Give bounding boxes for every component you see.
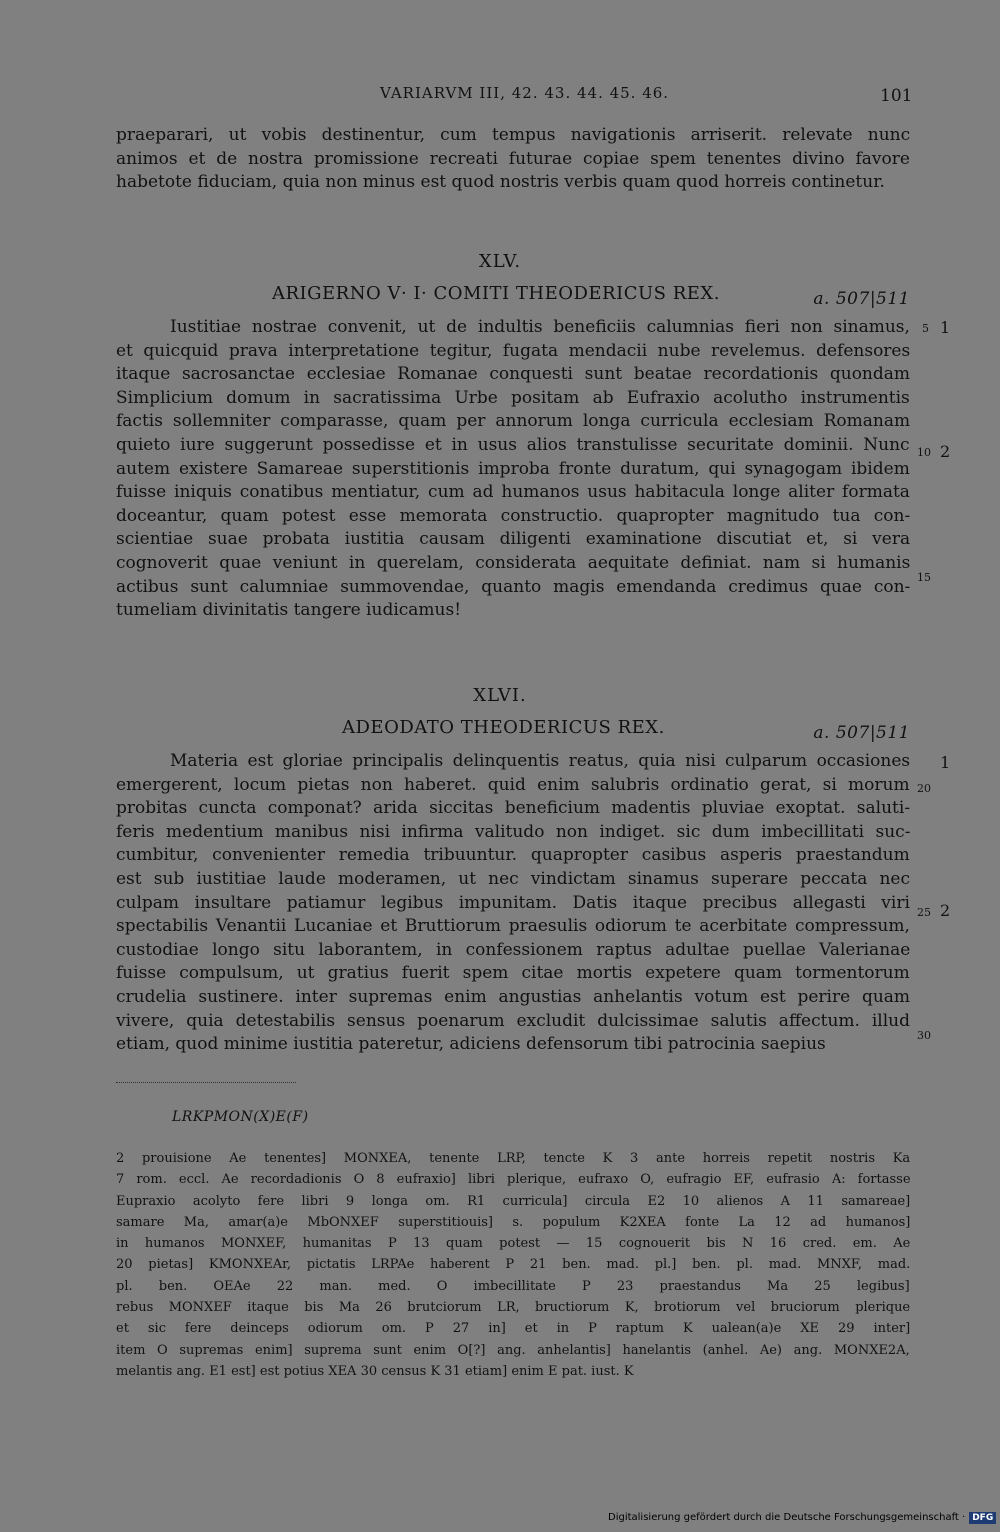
text-line: habetote fiduciam, quia non minus est quod nostris verbis quam quod horreis continetur. bbox=[116, 172, 885, 193]
text-line: probitas cuncta componat? arida siccitas beneficium madentis pluviae exoptat. saluti- bbox=[116, 798, 911, 819]
line-number-20: 20 bbox=[917, 782, 931, 795]
apparatus-line: samare Ma, amar(a)e MbONXEF superstitiouis] s. populum K2XEA fonte La 12 ad humanos] bbox=[116, 1214, 911, 1230]
apparatus-line: pl. ben. OEAe 22 man. med. O imbecillitate P 23 praestandus Ma 25 legibus] bbox=[116, 1278, 910, 1294]
running-head bbox=[0, 84, 1000, 108]
section-number-1: 1 bbox=[940, 318, 951, 337]
text-line: etiam, quod minime iustitia pateretur, adiciens defensorum tibi patrocinia saepius bbox=[116, 1034, 826, 1055]
apparatus-line: melantis ang. E1 est] est potius XEA 30 census K 31 etiam] enim E pat. iust. K bbox=[116, 1363, 634, 1379]
text-line: vivere, quia detestabilis sensus poenarum excludit dulcissimae salutis affectum. illud bbox=[116, 1010, 911, 1031]
text-line: factis sollemniter comparasse, quam per annorum longa curricula ecclesiam Romanam bbox=[116, 411, 911, 432]
line-number-30: 30 bbox=[917, 1029, 931, 1042]
section-number-2: 2 bbox=[940, 901, 951, 920]
letter-45-addressee: ARIGERNO V· I· COMITI THEODERICUS REX. bbox=[272, 283, 720, 304]
digitization-footer bbox=[608, 1512, 996, 1524]
text-line: fuisse compulsum, ut gratius fuerit spem citae mortis expetere quam tormentorum bbox=[116, 963, 910, 984]
apparatus-line: Eupraxio acolyto fere libri 9 longa om. R1 curricula] circula E2 10 alienos A 11 samareae] bbox=[116, 1193, 911, 1209]
text-line: praeparari, ut vobis destinentur, cum tempus navigationis arriserit. relevate nunc bbox=[116, 125, 911, 145]
apparatus-line: 2 prouisione Ae tenentes] MONXEA, tenente LRP, tencte K 3 ante horreis repetit nostris Ka bbox=[116, 1151, 911, 1166]
apparatus-line: 7 rom. eccl. Ae recordadionis O 8 eufraxio] libri plerique, eufraxo O, eufragio EF, eufrasio A: fortasse bbox=[116, 1172, 911, 1188]
text-line: feris medentium manibus nisi infirma valitudo non indiget. sic dum imbecillitati suc- bbox=[116, 821, 911, 842]
apparatus-line: in humanos MONXEF, humanitas P 13 quam potest — 15 cognouerit bis N 16 cred. em. Ae bbox=[116, 1236, 911, 1252]
letter-46-heading bbox=[116, 717, 910, 743]
text-line: culpam insultare patiamur legibus impunitam. Datis itaque precibus allegasti viri bbox=[116, 892, 910, 913]
dfg-logo: DFG bbox=[969, 1512, 996, 1524]
apparatus-line: item O supremas enim] suprema sunt enim O[?] ang. anhelantis] hanelantis (anhel. Ae) ang. MONXE2A, bbox=[116, 1342, 910, 1358]
text-line: quieto iure suggerunt possedisse et in usus alios transtulisse securitate dominii. Nunc bbox=[116, 434, 910, 455]
text-line: cumbitur, convenienter remedia tribuuntur. quapropter casibus asperis praestandum bbox=[116, 845, 910, 866]
letter-46-number: XLVI. bbox=[473, 685, 527, 706]
text-line: tumeliam divinitatis tangere iudicamus! bbox=[116, 600, 462, 621]
text-line: spectabilis Venantii Lucaniae et Bruttiorum praesulis odiorum te acerbitate compressum, bbox=[116, 916, 910, 937]
apparatus-line: et sic fere deinceps odiorum om. P 27 in] et in P raptum K ualean(a)e XE 29 inter] bbox=[116, 1321, 911, 1337]
text-line: cognoverit quae veniunt in querelam, considerata aequitate definiat. nam si humanis bbox=[116, 552, 911, 573]
letter-46-date: a. 507|511 bbox=[813, 723, 910, 743]
line-number-10: 10 bbox=[917, 446, 931, 459]
critical-apparatus bbox=[116, 1148, 910, 1382]
line-number-25: 25 bbox=[917, 906, 931, 919]
manuscript-sigla: LRKPMON(X)E(F) bbox=[172, 1109, 309, 1125]
text-line: et quicquid prava interpretatione tegitur, fugata mendacii nube revelemus. defensores bbox=[116, 340, 911, 361]
letter-45-number: XLV. bbox=[478, 251, 522, 272]
letter-45-date: a. 507|511 bbox=[813, 289, 910, 309]
letter-46-addressee: ADEODATO THEODERICUS REX. bbox=[342, 717, 665, 738]
text-line: animos et de nostra promissione recreati futurae copiae spem tenentes divino favore bbox=[116, 148, 910, 169]
letter-46-body bbox=[116, 750, 910, 1057]
text-line: itaque sacrosanctae ecclesiae Romanae conquesti sunt beatae recordationis quondam bbox=[116, 364, 911, 385]
text-line: autem existere Samareae superstitionis improba fronte duratum, qui synagogam ibidem bbox=[116, 458, 910, 479]
line-number-15: 15 bbox=[917, 571, 931, 584]
section-number-1: 1 bbox=[940, 753, 951, 772]
letter-45-heading bbox=[116, 283, 910, 309]
text-line: custodiae longo situ laborantem, in confessionem raptus adultae puellae Valerianae bbox=[116, 939, 911, 960]
footer-text: Digitalisierung gefördert durch die Deutsche Forschungsgemeinschaft · bbox=[608, 1512, 966, 1523]
text-line: emergerent, locum pietas non haberet. quid enim salubris ordinatio gerat, si morum bbox=[116, 774, 910, 795]
text-line: Simplicium domum in sacratissima Urbe positam ab Eufraxio acolutho instrumentis bbox=[116, 387, 910, 408]
text-line: fuisse iniquis conatibus mentiatur, cum ad humanos usus habitacula longe aliter formata bbox=[116, 482, 910, 503]
section-number-2: 2 bbox=[940, 442, 951, 461]
letter-45-body bbox=[116, 316, 910, 623]
separator-rule bbox=[116, 1082, 296, 1086]
text-line: Materia est gloriae principalis delinquentis reatus, quia nisi culparum occasiones bbox=[170, 751, 911, 771]
opening-paragraph bbox=[116, 124, 910, 195]
text-line: crudelia sustinere. inter supremas enim angustias anhelantis votum est perire quam bbox=[116, 986, 911, 1007]
text-line: doceantur, quam potest esse memorata constructio. quapropter magnitudo tua con- bbox=[116, 505, 911, 526]
text-line: est sub iustitiae laude moderamen, ut nec vindictam sinamus superare peccata nec bbox=[116, 868, 910, 889]
text-line: actibus sunt calumniae summovendae, quanto magis emendanda credimus quae con- bbox=[116, 576, 911, 597]
text-line: scientiae suae probata iustitia causam diligenti examinatione discutiat et, si vera bbox=[116, 529, 911, 550]
apparatus-line: rebus MONXEF itaque bis Ma 26 brutciorum LR, bructiorum K, brotiorum vel bruciorum plerique bbox=[116, 1300, 911, 1316]
page-number: 101 bbox=[880, 86, 913, 106]
line-number-5: 5 bbox=[922, 322, 929, 335]
running-title: VARIARVM III, 42. 43. 44. 45. 46. bbox=[380, 84, 670, 102]
text-line: Iustitiae nostrae convenit, ut de indultis beneficiis calumnias fieri non sinamus, bbox=[170, 317, 910, 337]
apparatus-line: 20 pietas] KMONXEAr, pictatis LRPAe haberent P 21 ben. mad. pl.] ben. pl. mad. MNXF, mad. bbox=[116, 1257, 911, 1273]
